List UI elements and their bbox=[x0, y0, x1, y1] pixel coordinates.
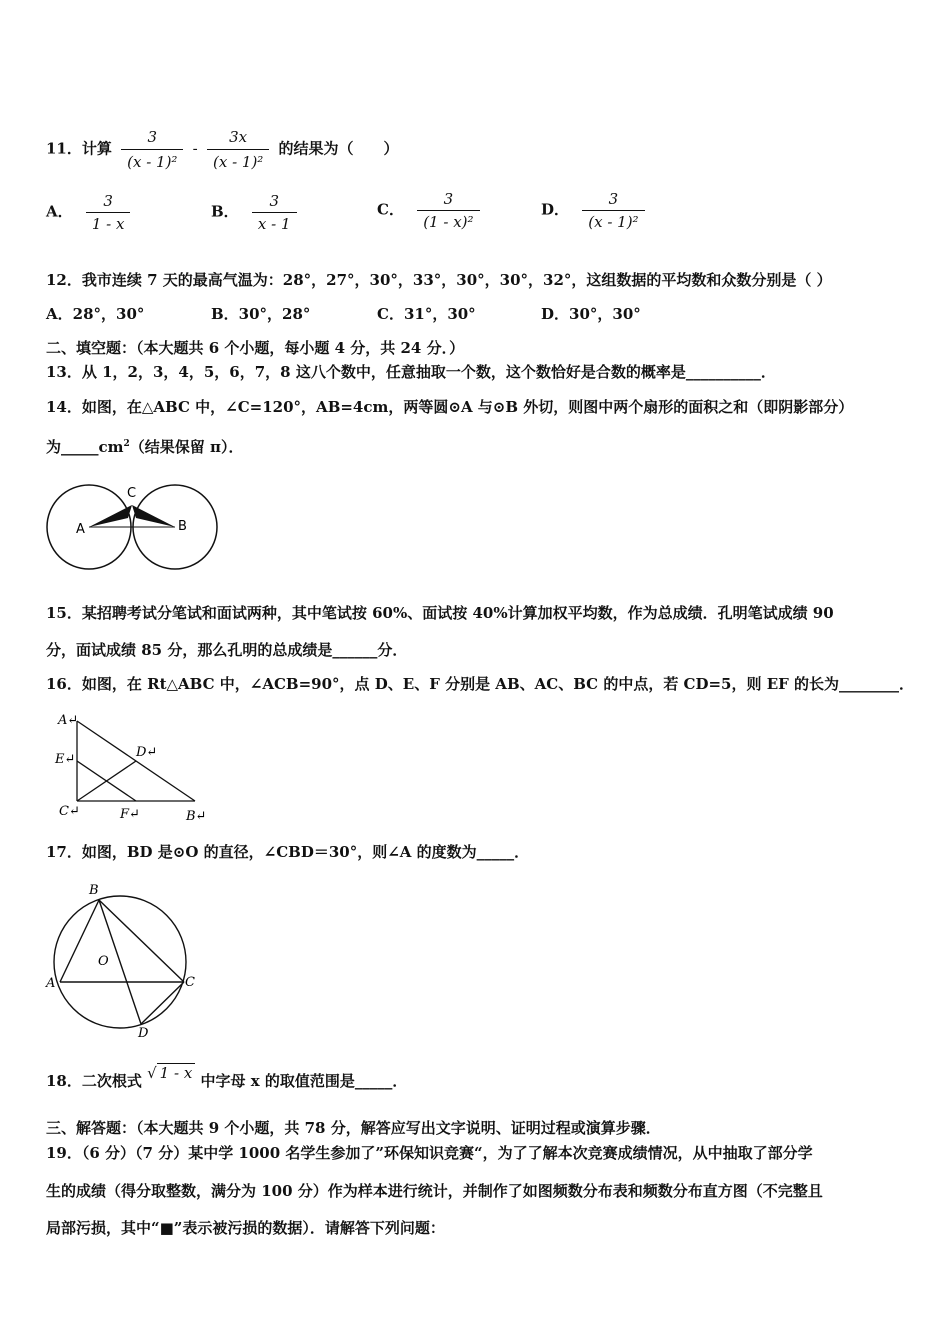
q14-figure bbox=[46, 480, 221, 575]
section-2-heading: 二、填空题：（本大题共 6 个小题，每小题 4 分，共 24 分．） bbox=[46, 339, 465, 357]
q12-option-c[interactable]: C．31°，30° bbox=[377, 305, 476, 323]
q11-option-d[interactable]: D． $\frac{3}{\text{(x - 1)²}}$ bbox=[541, 190, 649, 231]
q19-stem-line2: 生的成绩（得分取整数，满分为 100 分）作为样本进行统计，并制作了如图频数分布表和频数分布直方图（不完整且 bbox=[46, 1182, 823, 1200]
label-c: C↵ bbox=[59, 804, 80, 819]
q12-option-b[interactable]: B．30°，28° bbox=[211, 305, 311, 323]
q18-stem: 18．二次根式 √ 1 - x 中字母 x 的取值范围是_____． bbox=[46, 1064, 408, 1090]
section-3-heading: 三、解答题：（本大题共 9 个小题，共 78 分，解答应写出文字说明、证明过程或演算步骤． bbox=[46, 1119, 661, 1137]
label-a: A↵ bbox=[58, 713, 79, 728]
sector-a bbox=[89, 505, 132, 527]
q13-stem: 13．从 1，2，3，4，5，6，7，8 这八个数中，任意抽取一个数，这个数恰好是合数的概率是__________． bbox=[46, 363, 776, 381]
chord-cd bbox=[141, 982, 184, 1024]
q14-stem-line1: 14．如图，在△ABC 中，∠C=120°，AB=4cm，两等圆⊙A 与⊙B 外切，则图中两个扇形的面积之和（即阴影部分） bbox=[46, 398, 854, 416]
q12-stem: 12．我市连续 7 天的最高气温为：28°，27°，30°，33°，30°，30°，32°，这组数据的平均数和众数分别是（ ） bbox=[46, 271, 832, 289]
chord-bc bbox=[99, 900, 184, 982]
label-d: D bbox=[138, 1026, 149, 1041]
label-a: A bbox=[46, 976, 56, 991]
label-c: C bbox=[185, 975, 195, 990]
q17-figure bbox=[44, 876, 204, 1041]
q11-suffix: 的结果为（ ） bbox=[278, 139, 399, 158]
q12-option-d[interactable]: D．30°，30° bbox=[541, 305, 641, 323]
sector-b bbox=[132, 505, 175, 527]
q15-stem-line2: 分，面试成绩 85 分，那么孔明的总成绩是______分． bbox=[46, 641, 408, 659]
q11-option-c[interactable]: C． $\frac{3}{\text{(1 - x)²}}$ bbox=[377, 190, 484, 231]
q15-stem-line1: 15．某招聘考试分笔试和面试两种，其中笔试按 60%、面试按 40%计算加权平均数，作为总成绩．孔明笔试成绩 90 bbox=[46, 604, 834, 622]
label-b: B↵ bbox=[186, 809, 207, 824]
label-c: C bbox=[127, 486, 137, 501]
label-d: D↵ bbox=[136, 745, 158, 760]
q14-stem-line2: 为$\_\_\_\_\_cm^2$（结果保留 π）． bbox=[46, 438, 244, 456]
label-o: O bbox=[98, 954, 109, 969]
label-b: B bbox=[89, 883, 99, 898]
q11-stem bbox=[46, 127, 399, 172]
q16-stem: 16．如图，在 Rt△ABC 中，∠ACB=90°，点 D、E、F 分别是 AB、AC、BC 的中点，若 CD=5，则 EF 的长为________． bbox=[46, 675, 915, 693]
chord-ba bbox=[60, 900, 99, 982]
q11-option-a[interactable]: A． $\frac{3}{1 - x}$ bbox=[46, 192, 134, 233]
q12-option-a[interactable]: A．28°，30° bbox=[46, 305, 145, 323]
label-a: A bbox=[76, 522, 85, 537]
q11-fraction-2: $\frac{3x}{\text{(x - 1)²}}$ bbox=[207, 127, 269, 172]
q19-stem-line3: 局部污损，其中“■”表示被污损的数据）．请解答下列问题： bbox=[46, 1219, 445, 1237]
label-b: B bbox=[178, 519, 187, 534]
label-e: E↵ bbox=[55, 752, 76, 767]
radical-expression: √ 1 - x bbox=[147, 1063, 195, 1083]
q16-figure bbox=[50, 708, 220, 828]
q11-option-b[interactable]: B． $\frac{3}{x - 1}$ bbox=[211, 192, 301, 233]
q11-prefix: 11．计算 bbox=[46, 139, 112, 158]
label-f: F↵ bbox=[120, 807, 140, 822]
q11-fraction-1: $\frac{3}{\text{(x - 1)²}}$ bbox=[121, 127, 183, 172]
q19-stem-line1: 19．（6 分）（7 分）某中学 1000 名学生参加了”环保知识竞赛“，为了了解本次竞赛成绩情况，从中抽取了部分学 bbox=[46, 1144, 813, 1162]
q11-minus: - bbox=[192, 139, 198, 158]
q17-stem: 17．如图，BD 是⊙O 的直径，∠CBD＝30°，则∠A 的度数为_____． bbox=[46, 843, 530, 861]
